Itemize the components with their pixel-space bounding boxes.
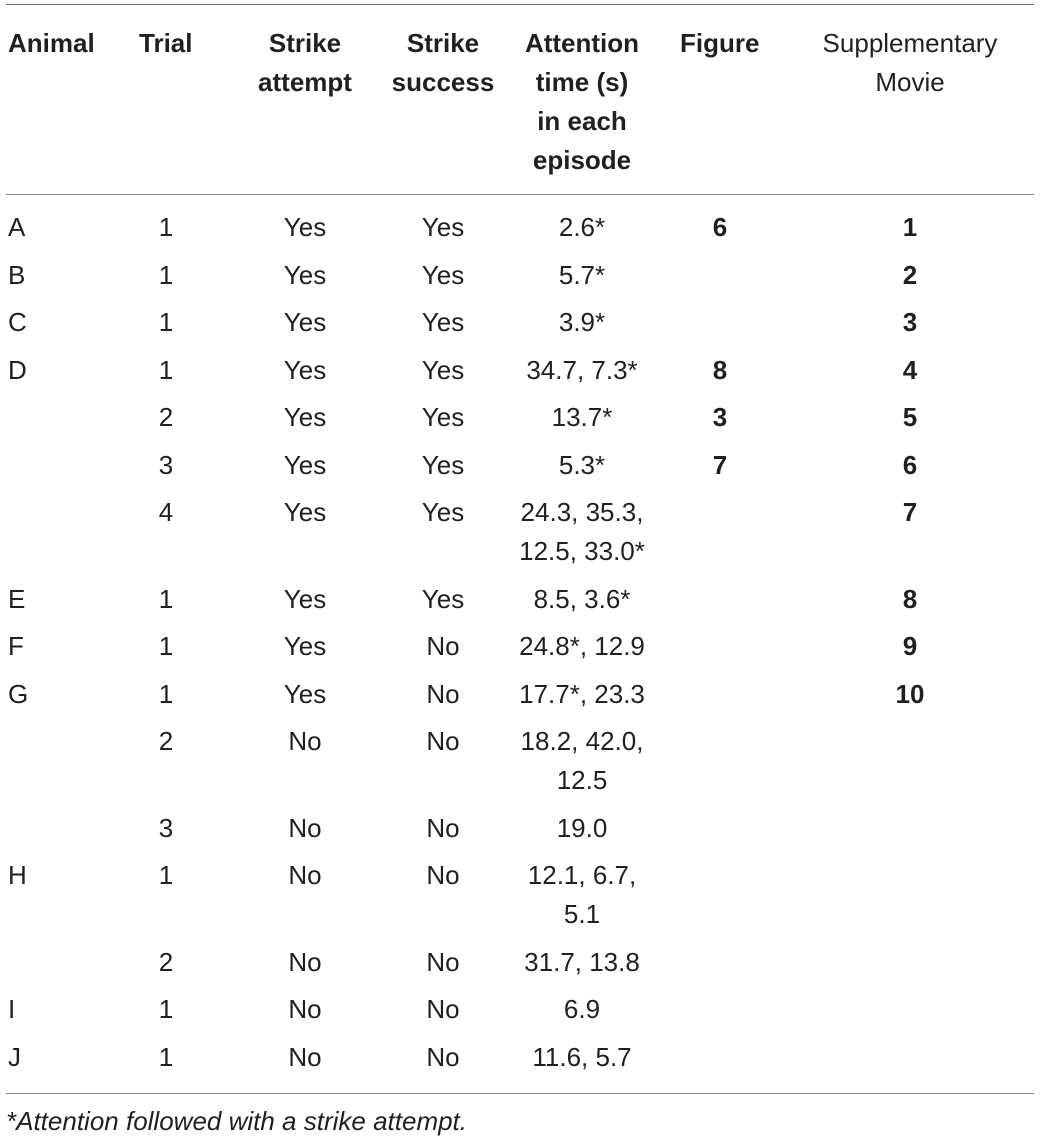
cell-strike-attempt: No — [288, 860, 322, 890]
cell-strike-success: No — [426, 631, 460, 661]
attention-value-line: 24.8*, 12.9 — [519, 631, 645, 661]
cell-trial: 1 — [158, 583, 174, 614]
cell-supplementary-movie: 3 — [902, 307, 918, 337]
cell-trial: 1 — [158, 307, 174, 337]
attention-value-line: 3.9* — [558, 307, 606, 337]
header-animal: Animal — [8, 28, 95, 58]
cell-strike-attempt: Yes — [283, 259, 327, 290]
table-bottom-rule — [6, 1093, 1034, 1094]
table-row — [0, 493, 1040, 580]
cell-strike-success: No — [426, 812, 460, 843]
table-row — [0, 580, 1040, 628]
attention-value-line: 8.5, 3.6* — [533, 583, 631, 614]
cell-animal: A — [8, 212, 26, 242]
cell-supplementary-movie: 7 — [902, 497, 918, 527]
cell-attention-time — [521, 722, 644, 800]
cell-supplementary-movie: 5 — [902, 402, 918, 432]
cell-strike-success: Yes — [421, 354, 465, 385]
cell-strike-success: No — [426, 860, 460, 890]
table-header — [0, 24, 1040, 184]
cell-animal: C — [8, 307, 27, 337]
cell-strike-attempt: Yes — [283, 449, 327, 480]
cell-strike-success: Yes — [421, 402, 465, 432]
cell-attention-time — [519, 675, 645, 714]
cell-attention-time — [524, 943, 640, 982]
cell-strike-attempt: No — [288, 726, 322, 756]
table-row — [0, 990, 1040, 1038]
cell-strike-attempt: Yes — [283, 307, 327, 337]
cell-animal: B — [8, 259, 26, 290]
cell-animal: H — [8, 860, 27, 890]
attention-value-line: 17.7*, 23.3 — [519, 678, 645, 709]
cell-trial: 1 — [158, 259, 174, 290]
cell-strike-success: Yes — [421, 583, 465, 614]
cell-trial: 1 — [158, 860, 174, 890]
cell-supplementary-movie: 6 — [902, 449, 918, 480]
cell-attention-time — [564, 990, 600, 1029]
cell-animal: E — [8, 583, 26, 614]
cell-attention-time — [532, 1038, 631, 1077]
cell-strike-success: Yes — [421, 497, 465, 527]
cell-strike-attempt: No — [288, 994, 322, 1024]
table-top-rule — [6, 4, 1034, 5]
cell-strike-attempt: No — [288, 946, 322, 977]
header-strike-attempt: Strike attempt — [258, 28, 352, 97]
table-body — [0, 208, 1040, 1085]
cell-animal: F — [8, 631, 24, 661]
cell-strike-success: No — [426, 994, 460, 1024]
attention-value-line: 5.1 — [563, 899, 601, 929]
cell-trial: 4 — [158, 497, 174, 527]
cell-figure: 6 — [712, 212, 728, 242]
table-row — [0, 856, 1040, 943]
header-strike-success: Strike success — [391, 28, 495, 97]
cell-figure: 8 — [712, 354, 728, 385]
cell-attention-time — [559, 256, 605, 295]
table-row — [0, 722, 1040, 809]
cell-strike-attempt: Yes — [283, 497, 327, 527]
cell-supplementary-movie: 2 — [902, 259, 918, 290]
table-row — [0, 675, 1040, 723]
table-row — [0, 208, 1040, 256]
cell-animal: G — [8, 678, 29, 709]
cell-attention-time — [534, 580, 631, 619]
cell-supplementary-movie: 10 — [895, 678, 925, 709]
cell-strike-success: No — [426, 946, 460, 977]
cell-animal: J — [8, 1041, 21, 1072]
cell-attention-time — [559, 208, 605, 247]
cell-strike-attempt: Yes — [283, 402, 327, 432]
cell-attention-time — [559, 446, 605, 485]
cell-trial: 1 — [158, 354, 174, 385]
cell-trial: 3 — [158, 812, 174, 843]
table-row — [0, 303, 1040, 351]
cell-strike-attempt: No — [288, 812, 322, 843]
attention-value-line: 19.0 — [556, 812, 608, 843]
header-supplementary-movie: Supplementary Movie — [822, 28, 998, 97]
cell-attention-time — [526, 351, 637, 390]
cell-strike-attempt: Yes — [283, 678, 327, 709]
attention-value-line: 12.1, 6.7, — [527, 860, 637, 890]
table-row — [0, 627, 1040, 675]
attention-value-line: 5.7* — [558, 259, 606, 290]
attention-value-line: 24.3, 35.3, — [520, 497, 644, 527]
table-row — [0, 351, 1040, 399]
cell-strike-success: No — [426, 678, 460, 709]
cell-attention-time — [528, 856, 636, 934]
cell-animal: D — [8, 354, 27, 385]
table-row — [0, 809, 1040, 857]
cell-supplementary-movie: 1 — [902, 212, 918, 242]
attention-value-line: 5.3* — [558, 449, 606, 480]
header-figure: Figure — [680, 28, 760, 58]
table-row — [0, 398, 1040, 446]
cell-strike-attempt: Yes — [283, 583, 327, 614]
cell-strike-attempt: Yes — [283, 631, 327, 661]
cell-trial: 1 — [158, 678, 174, 709]
cell-strike-attempt: No — [288, 1041, 322, 1072]
cell-strike-success: No — [426, 726, 460, 756]
attention-value-line: 34.7, 7.3* — [526, 354, 638, 385]
cell-attention-time — [557, 809, 608, 848]
cell-trial: 3 — [158, 449, 174, 480]
attention-value-line: 11.6, 5.7 — [532, 1041, 632, 1072]
cell-trial: 1 — [158, 1041, 174, 1072]
attention-value-line: 6.9 — [563, 994, 601, 1024]
header-trial: Trial — [139, 28, 193, 58]
cell-figure: 7 — [712, 449, 728, 480]
cell-strike-success: Yes — [421, 449, 465, 480]
cell-strike-success: Yes — [421, 212, 465, 242]
cell-supplementary-movie: 4 — [902, 354, 918, 385]
cell-trial: 1 — [158, 994, 174, 1024]
cell-strike-success: Yes — [421, 307, 465, 337]
attention-value-line: 2.6* — [558, 212, 606, 242]
cell-attention-time — [552, 398, 613, 437]
cell-trial: 2 — [158, 402, 174, 432]
cell-strike-success: No — [426, 1041, 460, 1072]
attention-value-line: 12.5 — [556, 765, 608, 795]
cell-animal: I — [8, 994, 16, 1024]
attention-value-line: 31.7, 13.8 — [524, 946, 640, 977]
attention-value-line: 13.7* — [551, 402, 613, 432]
cell-attention-time — [559, 303, 605, 342]
cell-supplementary-movie: 9 — [902, 631, 918, 661]
cell-strike-attempt: Yes — [283, 354, 327, 385]
cell-attention-time — [519, 627, 645, 666]
attention-value-line: 12.5, 33.0* — [519, 536, 645, 566]
table-footnote: *Attention followed with a strike attempt. — [6, 1106, 468, 1136]
cell-supplementary-movie: 8 — [902, 583, 918, 614]
cell-strike-success: Yes — [421, 259, 465, 290]
cell-trial: 1 — [158, 212, 174, 242]
header-attention-time: Attention time (s) in each episode — [524, 28, 640, 175]
header-divider — [6, 194, 1034, 195]
table-row — [0, 943, 1040, 991]
cell-figure: 3 — [712, 402, 728, 432]
cell-trial: 1 — [158, 631, 174, 661]
table-row — [0, 1038, 1040, 1086]
table-row — [0, 256, 1040, 304]
cell-trial: 2 — [158, 946, 174, 977]
cell-strike-attempt: Yes — [283, 212, 327, 242]
cell-trial: 2 — [158, 726, 174, 756]
attention-value-line: 18.2, 42.0, — [520, 726, 644, 756]
table-row — [0, 446, 1040, 494]
cell-attention-time — [519, 493, 645, 571]
